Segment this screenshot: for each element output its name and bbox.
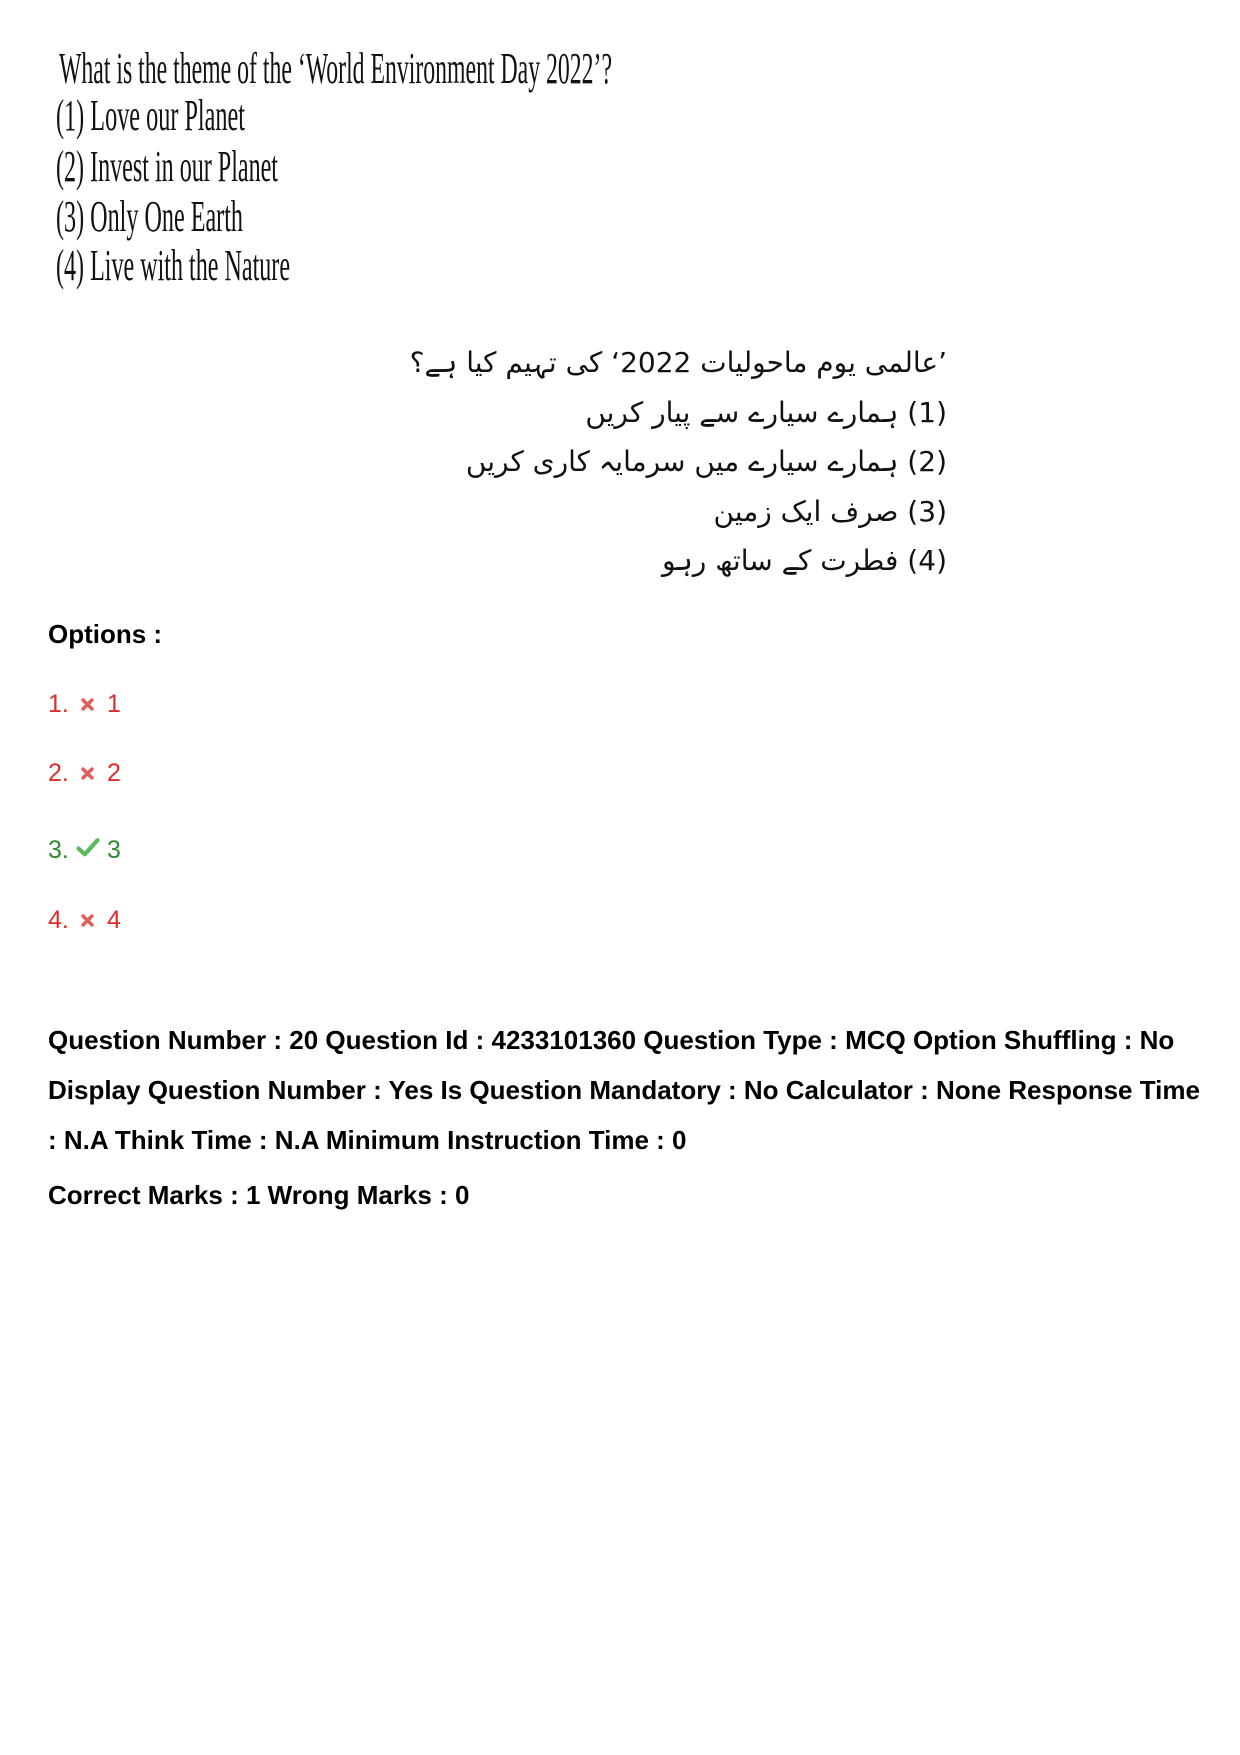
marks-line: Correct Marks : 1 Wrong Marks : 0 (48, 1180, 470, 1210)
question-choice-urdu: (1) ہمارے سیارے سے پیار کریں (585, 395, 947, 429)
details-line: Question Number : 20 Question Id : 4233101360 Question Type : MCQ Option Shuffling : No (48, 1025, 1175, 1055)
question-choice-english: (2) Invest in our Planet (56, 142, 278, 191)
cross-icon (80, 913, 95, 928)
option-value: 1 (107, 690, 121, 718)
question-choice-urdu: (4) فطرت کے ساتھ رہو (661, 544, 947, 577)
question-english (0, 0, 700, 300)
question-urdu (410, 338, 947, 586)
check-icon (75, 836, 101, 858)
details-line: Display Question Number : Yes Is Question Mandatory : No Calculator : None Response Time (48, 1075, 1200, 1105)
question-choice-urdu: (2) ہمارے سیارے میں سرمایہ کاری کریں (465, 445, 947, 478)
question-choice-english: (4) Live with the Nature (56, 241, 290, 290)
option-row (48, 686, 168, 722)
option-number: 3. (48, 836, 69, 864)
cross-icon (80, 697, 95, 712)
cross-icon (80, 766, 95, 781)
question-details (48, 1015, 1200, 1165)
option-row (48, 755, 168, 791)
check-icon (75, 836, 101, 858)
question-choice-urdu: (3) صرف ایک زمین (713, 494, 947, 528)
option-row (48, 902, 168, 938)
option-value: 2 (107, 759, 121, 787)
details-line: : N.A Think Time : N.A Minimum Instruction Time : 0 (48, 1125, 687, 1155)
option-row (48, 832, 168, 868)
option-value: 3 (107, 836, 121, 864)
question-choice-english: (1) Love our Planet (56, 91, 245, 140)
question-choice-english: (3) Only One Earth (56, 192, 243, 241)
cross-icon (80, 766, 95, 781)
option-number: 2. (48, 759, 69, 787)
option-value: 4 (107, 906, 121, 934)
question-stem-english: What is the theme of the ‘World Environment Day 2022’? (59, 44, 612, 93)
option-number: 1. (48, 690, 69, 718)
option-number: 4. (48, 906, 69, 934)
cross-icon (80, 913, 95, 928)
cross-icon (80, 697, 95, 712)
options-heading: Options : (48, 619, 163, 649)
question-stem-urdu: ’عالمی یوم ماحولیات 2022‘ کی تہیم کیا ہے؟ (409, 346, 947, 379)
